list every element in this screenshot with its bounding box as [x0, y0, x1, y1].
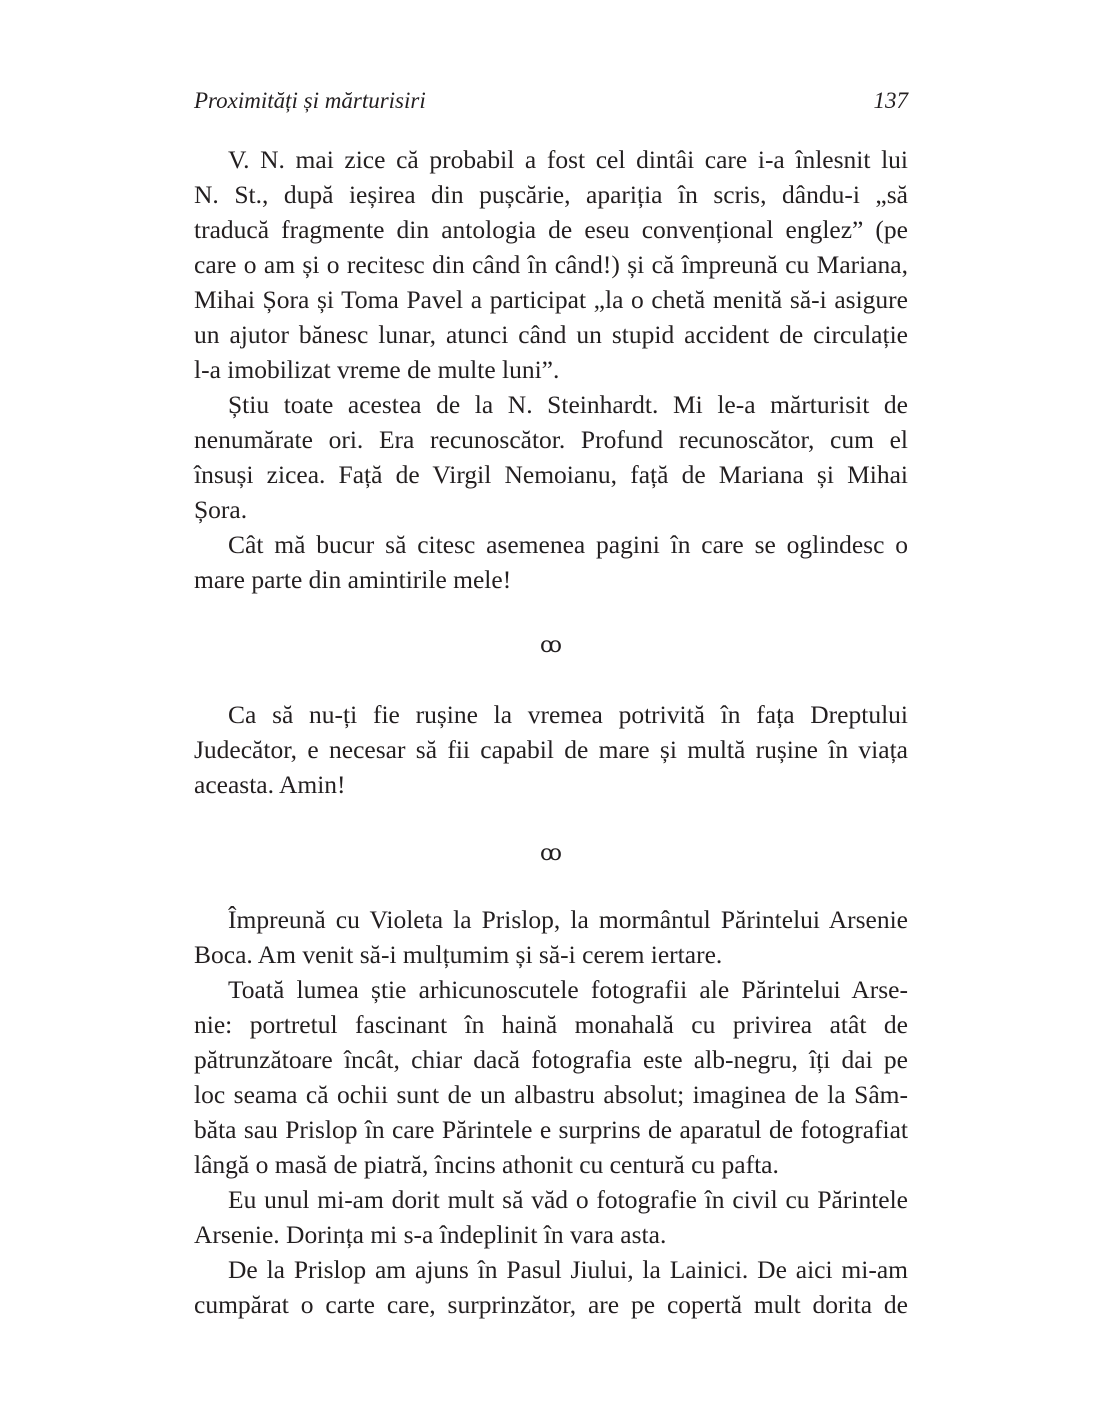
paragraph	[194, 142, 908, 387]
text-line: V. N. mai zice că probabil a fost cel dintâi care i-a înlesnit lui	[228, 145, 908, 174]
text-line: un ajutor bănesc lunar, atunci când un stupid accident de circulație	[194, 320, 908, 349]
text-line: loc seama că ochii sunt de un albastru absolut; imaginea de la Sâm-	[194, 1080, 908, 1109]
text-line: lângă o masă de piatră, încins athonit cu centură cu pafta.	[194, 1150, 779, 1179]
paragraph	[194, 697, 908, 802]
text-line: Mihai Șora și Toma Pavel a participat „la o chetă menită să-i asigure	[194, 285, 908, 314]
text-line: nenumărate ori. Era recunoscător. Profund recunoscător, cum el	[194, 425, 908, 454]
text-line: Cât mă bucur să citesc asemenea pagini în care se oglindesc o	[228, 530, 908, 559]
section-ornament-icon: ꝏ	[540, 632, 562, 657]
text-line: Boca. Am venit să-i mulțumim și să-i cerem iertare.	[194, 940, 723, 969]
page-number: 137	[873, 88, 908, 113]
paragraph	[194, 527, 908, 597]
text-line: N. St., după ieșirea din pușcărie, apariția în scris, dându-i „să	[194, 180, 908, 209]
paragraph	[194, 1182, 908, 1252]
text-line: Toată lumea știe arhicunoscutele fotografii ale Părintelui Arse-	[228, 975, 908, 1004]
text-line: Șora.	[194, 495, 248, 524]
paragraph	[194, 1252, 908, 1322]
paragraph	[194, 387, 908, 527]
text-line: l-a imobilizat vreme de multe luni”.	[194, 355, 560, 384]
running-header	[194, 88, 908, 122]
section-ornament-icon: ꝏ	[540, 840, 562, 865]
page-body	[194, 142, 908, 1322]
text-line: traducă fragmente din antologia de eseu convențional englez” (pe	[194, 215, 908, 244]
text-line: Ca să nu-ți fie rușine la vremea potrivită în fața Dreptului	[228, 700, 908, 729]
text-line: băta sau Prislop în care Părintele e surprins de aparatul de fotografiat	[194, 1115, 908, 1144]
running-header-title: Proximități și mărturisiri	[194, 88, 426, 113]
text-line: Împreună cu Violeta la Prislop, la mormântul Părintelui Arsenie	[228, 905, 908, 934]
paragraph	[194, 902, 908, 972]
text-line: aceasta. Amin!	[194, 770, 346, 799]
text-line: nie: portretul fascinant în haină monahală cu privirea atât de	[194, 1010, 908, 1039]
text-line: mare parte din amintirile mele!	[194, 565, 512, 594]
paragraph	[194, 972, 908, 1182]
text-line: cumpărat o carte care, surprinzător, are pe copertă mult dorita de	[194, 1290, 908, 1319]
text-line: care o am și o recitesc din când în când!) și că împreună cu Mariana,	[194, 250, 908, 279]
text-line: Știu toate acestea de la N. Steinhardt. Mi le-a mărturisit de	[228, 390, 908, 419]
text-line: Arsenie. Dorința mi s-a îndeplinit în vara asta.	[194, 1220, 667, 1249]
text-line: pătrunzătoare încât, chiar dacă fotografia este alb-negru, îți dai pe	[194, 1045, 908, 1074]
text-line: De la Prislop am ajuns în Pasul Jiului, la Lainici. De aici mi-am	[228, 1255, 908, 1284]
text-line: însuși zicea. Față de Virgil Nemoianu, față de Mariana și Mihai	[194, 460, 908, 489]
text-line: Judecător, e necesar să fii capabil de mare și multă rușine în viața	[194, 735, 908, 764]
text-line: Eu unul mi-am dorit mult să văd o fotografie în civil cu Părintele	[228, 1185, 908, 1214]
